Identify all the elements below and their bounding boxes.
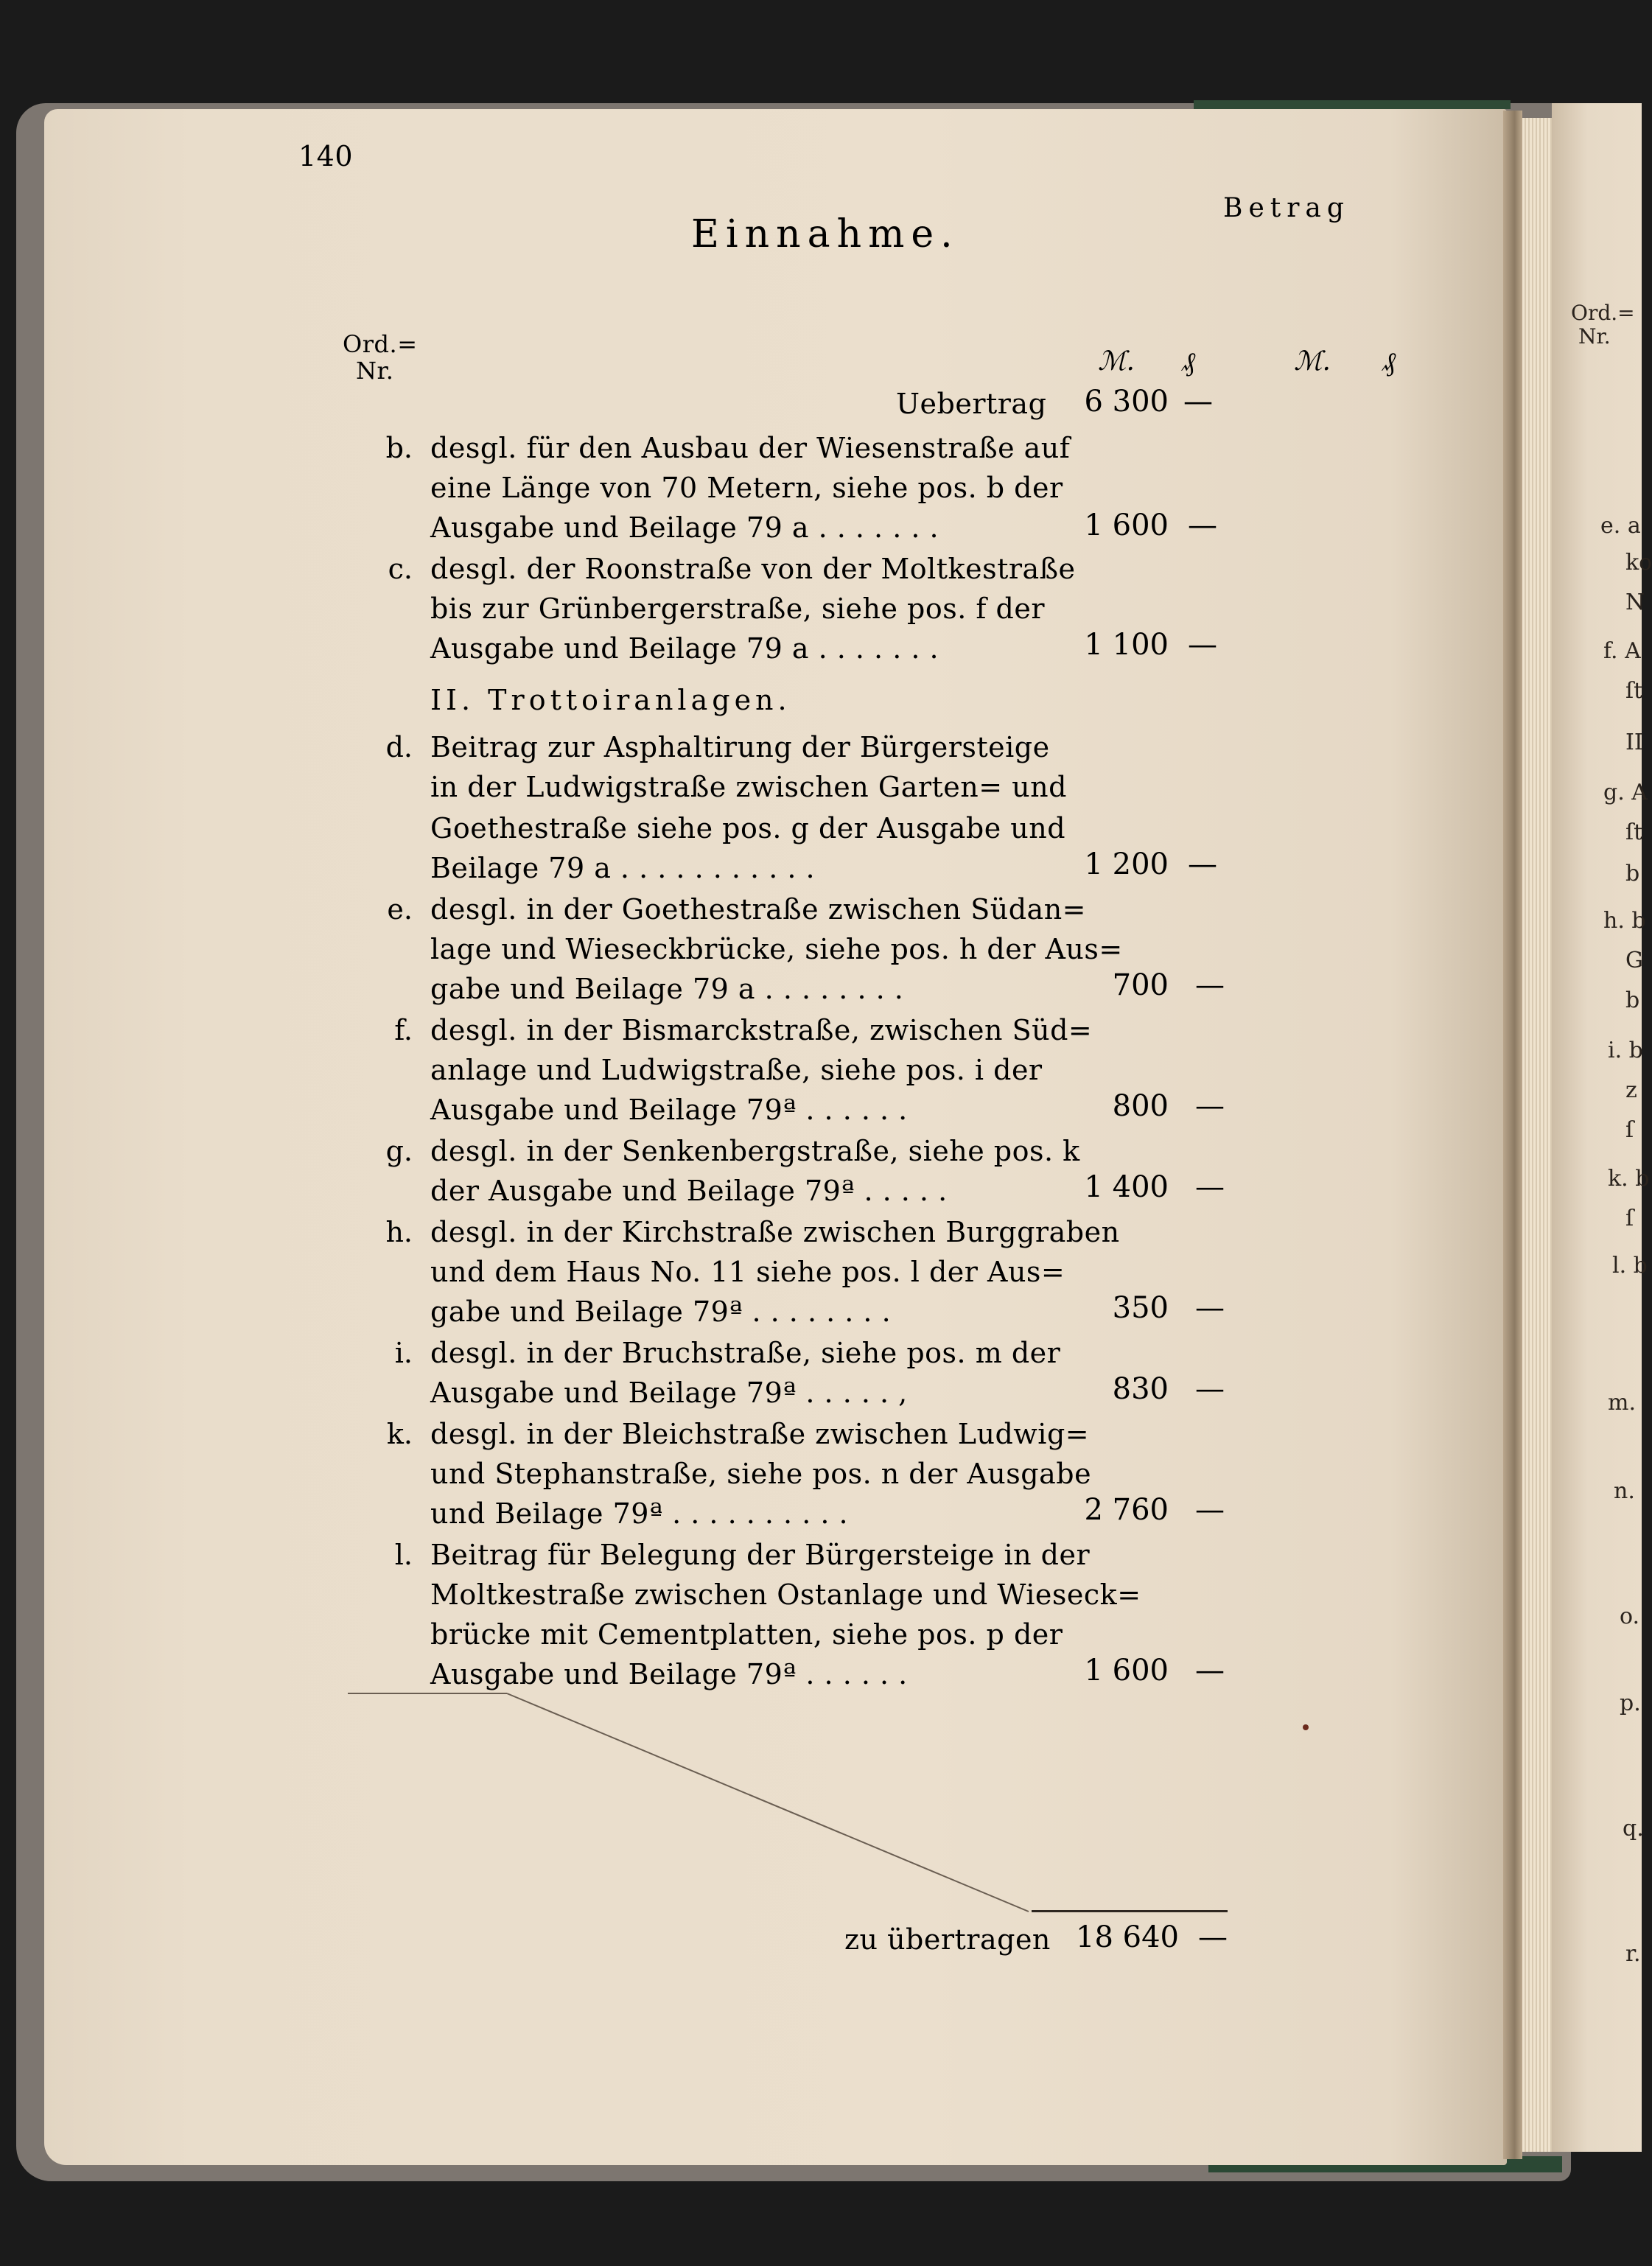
- amount-dash: —: [1195, 1372, 1225, 1406]
- next-fragment: e. a: [1600, 513, 1641, 539]
- next-fragment: i. b: [1608, 1038, 1643, 1063]
- entry-line: und Stephanstraße, siehe pos. n der Ausgabe: [430, 1458, 1092, 1490]
- next-fragment: II: [1625, 730, 1643, 755]
- unit-mark-col2: ℳ.: [1294, 346, 1331, 377]
- entry-amount: 350: [1112, 1291, 1169, 1325]
- next-fragment: N: [1625, 590, 1645, 615]
- betrag-header: Betrag: [1223, 193, 1350, 223]
- next-fragment: n.: [1614, 1478, 1635, 1504]
- next-fragment: q.: [1623, 1816, 1644, 1842]
- next-fragment: b: [1625, 861, 1640, 887]
- entry-line: Beitrag für Belegung der Bürgersteige in der: [430, 1539, 1091, 1571]
- entry-label: b.: [385, 432, 413, 464]
- entry-line: anlage und Ludwigstraße, siehe pos. i der: [430, 1054, 1043, 1086]
- entry-label: g.: [385, 1135, 413, 1167]
- entry-line: desgl. der Roonstraße von der Moltkestraße: [430, 553, 1076, 585]
- unit-mark-col1: ℳ.: [1098, 346, 1135, 377]
- next-fragment: m.: [1608, 1390, 1636, 1416]
- entry-line: Goethestraße siehe pos. g der Ausgabe und: [430, 812, 1066, 844]
- entry-amount: 1 200: [1084, 847, 1169, 881]
- next-fragment: g. A: [1603, 780, 1648, 805]
- amount-dash: —: [1195, 1654, 1225, 1688]
- entry-line: in der Ludwigstraße zwischen Garten= und: [430, 771, 1067, 803]
- next-fragment: r.: [1625, 1941, 1641, 1967]
- next-fragment: ſt: [1625, 678, 1643, 704]
- entry-amount: 2 760: [1084, 1493, 1169, 1527]
- next-fragment: z: [1625, 1077, 1637, 1103]
- entry-line: desgl. in der Senkenbergstraße, siehe pos. k: [430, 1135, 1080, 1167]
- entry-amount: 1 600: [1084, 1654, 1169, 1688]
- entry-amount: 1 100: [1084, 628, 1169, 662]
- amount-dash: —: [1195, 1493, 1225, 1527]
- entry-label: l.: [394, 1539, 413, 1571]
- next-fragment: ko: [1625, 550, 1652, 576]
- entry-line: eine Länge von 70 Metern, siehe pos. b der: [430, 472, 1063, 504]
- entry-label: d.: [385, 731, 413, 763]
- entry-label: c.: [388, 553, 413, 585]
- entry-amount: 830: [1112, 1372, 1169, 1406]
- entry-label: e.: [387, 893, 413, 926]
- entry-line: und dem Haus No. 11 siehe pos. l der Aus=: [430, 1256, 1065, 1288]
- entry-amount: 1 600: [1084, 508, 1169, 542]
- next-fragment: o.: [1620, 1604, 1640, 1629]
- section-title: II. Trottoiranlagen.: [430, 684, 791, 716]
- amount-dash: —: [1188, 508, 1217, 542]
- amount-dash: —: [1188, 847, 1217, 881]
- ink-spot: [1303, 1724, 1309, 1730]
- entry-line: desgl. in der Bismarckstraße, zwischen Süd=: [430, 1014, 1093, 1046]
- next-fragment: ſ: [1625, 1206, 1634, 1231]
- uebertrag-label: Uebertrag: [896, 388, 1047, 420]
- entry-line: der Ausgabe und Beilage 79ª . . . . .: [430, 1175, 948, 1207]
- unit-pf-col1: ₰: [1182, 347, 1195, 377]
- carry-amount: 18 640: [1076, 1920, 1179, 1954]
- carry-label: zu übertragen: [844, 1923, 1051, 1956]
- amount-dash: —: [1195, 1089, 1225, 1123]
- entry-amount: 800: [1112, 1089, 1169, 1123]
- next-fragment: l. b: [1612, 1253, 1648, 1279]
- entry-label: h.: [385, 1216, 413, 1248]
- next-fragment: p.: [1620, 1690, 1641, 1716]
- next-fragment: k. b: [1608, 1166, 1650, 1192]
- entry-label: f.: [394, 1014, 413, 1046]
- amount-dash: —: [1188, 628, 1217, 662]
- entry-line: Beitrag zur Asphaltirung der Bürgersteige: [430, 731, 1050, 763]
- entry-line: Beilage 79 a . . . . . . . . . . .: [430, 852, 816, 884]
- entry-amount: 700: [1112, 968, 1169, 1002]
- entry-line: gabe und Beilage 79ª . . . . . . . .: [430, 1295, 892, 1328]
- page-number: 140: [298, 140, 354, 172]
- entry-line: Ausgabe und Beilage 79ª . . . . . .: [430, 1094, 908, 1126]
- unit-pf-col2: ₰: [1382, 347, 1396, 377]
- entry-line: desgl. in der Goethestraße zwischen Südan=: [430, 893, 1087, 926]
- amount-dash: —: [1195, 968, 1225, 1002]
- entry-line: und Beilage 79ª . . . . . . . . . .: [430, 1497, 849, 1530]
- entry-line: desgl. in der Bruchstraße, siehe pos. m der: [430, 1337, 1061, 1369]
- next-ord-label: Ord.=: [1571, 301, 1635, 325]
- total-rule: [1032, 1910, 1228, 1912]
- entry-line: desgl. in der Bleichstraße zwischen Ludwig=: [430, 1418, 1090, 1450]
- next-fragment: ſ: [1625, 1117, 1634, 1143]
- ord-nr-label-2: Nr.: [356, 357, 394, 385]
- entry-label: i.: [394, 1337, 413, 1369]
- entry-line: brücke mit Cementplatten, siehe pos. p der: [430, 1618, 1063, 1651]
- entry-line: Ausgabe und Beilage 79ª . . . . . ,: [430, 1377, 908, 1409]
- entry-line: bis zur Grünbergerstraße, siehe pos. f der: [430, 592, 1046, 625]
- entry-line: desgl. in der Kirchstraße zwischen Burggraben: [430, 1216, 1120, 1248]
- entry-line: lage und Wieseckbrücke, siehe pos. h der Aus=: [430, 933, 1123, 965]
- entry-line: Ausgabe und Beilage 79 a . . . . . . .: [430, 511, 939, 544]
- entry-line: desgl. für den Ausbau der Wiesenstraße auf: [430, 432, 1071, 464]
- amount-dash: —: [1183, 385, 1213, 419]
- uebertrag-amount: 6 300: [1084, 385, 1169, 419]
- ord-nr-label: Ord.=: [343, 330, 418, 358]
- next-nr-label: Nr.: [1578, 324, 1611, 349]
- entry-amount: 1 400: [1084, 1170, 1169, 1204]
- amount-dash: —: [1195, 1291, 1225, 1325]
- entry-label: k.: [386, 1418, 413, 1450]
- entry-line: Moltkestraße zwischen Ostanlage und Wieseck=: [430, 1578, 1141, 1611]
- entry-line: Ausgabe und Beilage 79 a . . . . . . .: [430, 632, 939, 665]
- entry-line: gabe und Beilage 79 a . . . . . . . .: [430, 973, 904, 1005]
- amount-dash: —: [1198, 1920, 1228, 1954]
- next-fragment: ſt: [1625, 819, 1643, 845]
- entry-line: Ausgabe und Beilage 79ª . . . . . .: [430, 1658, 908, 1690]
- next-fragment: b: [1625, 987, 1640, 1013]
- page-title: Einnahme.: [691, 212, 959, 256]
- next-fragment: f. A: [1603, 638, 1641, 664]
- amount-dash: —: [1195, 1170, 1225, 1204]
- next-fragment: h. b: [1603, 908, 1646, 934]
- next-fragment: G: [1625, 948, 1643, 973]
